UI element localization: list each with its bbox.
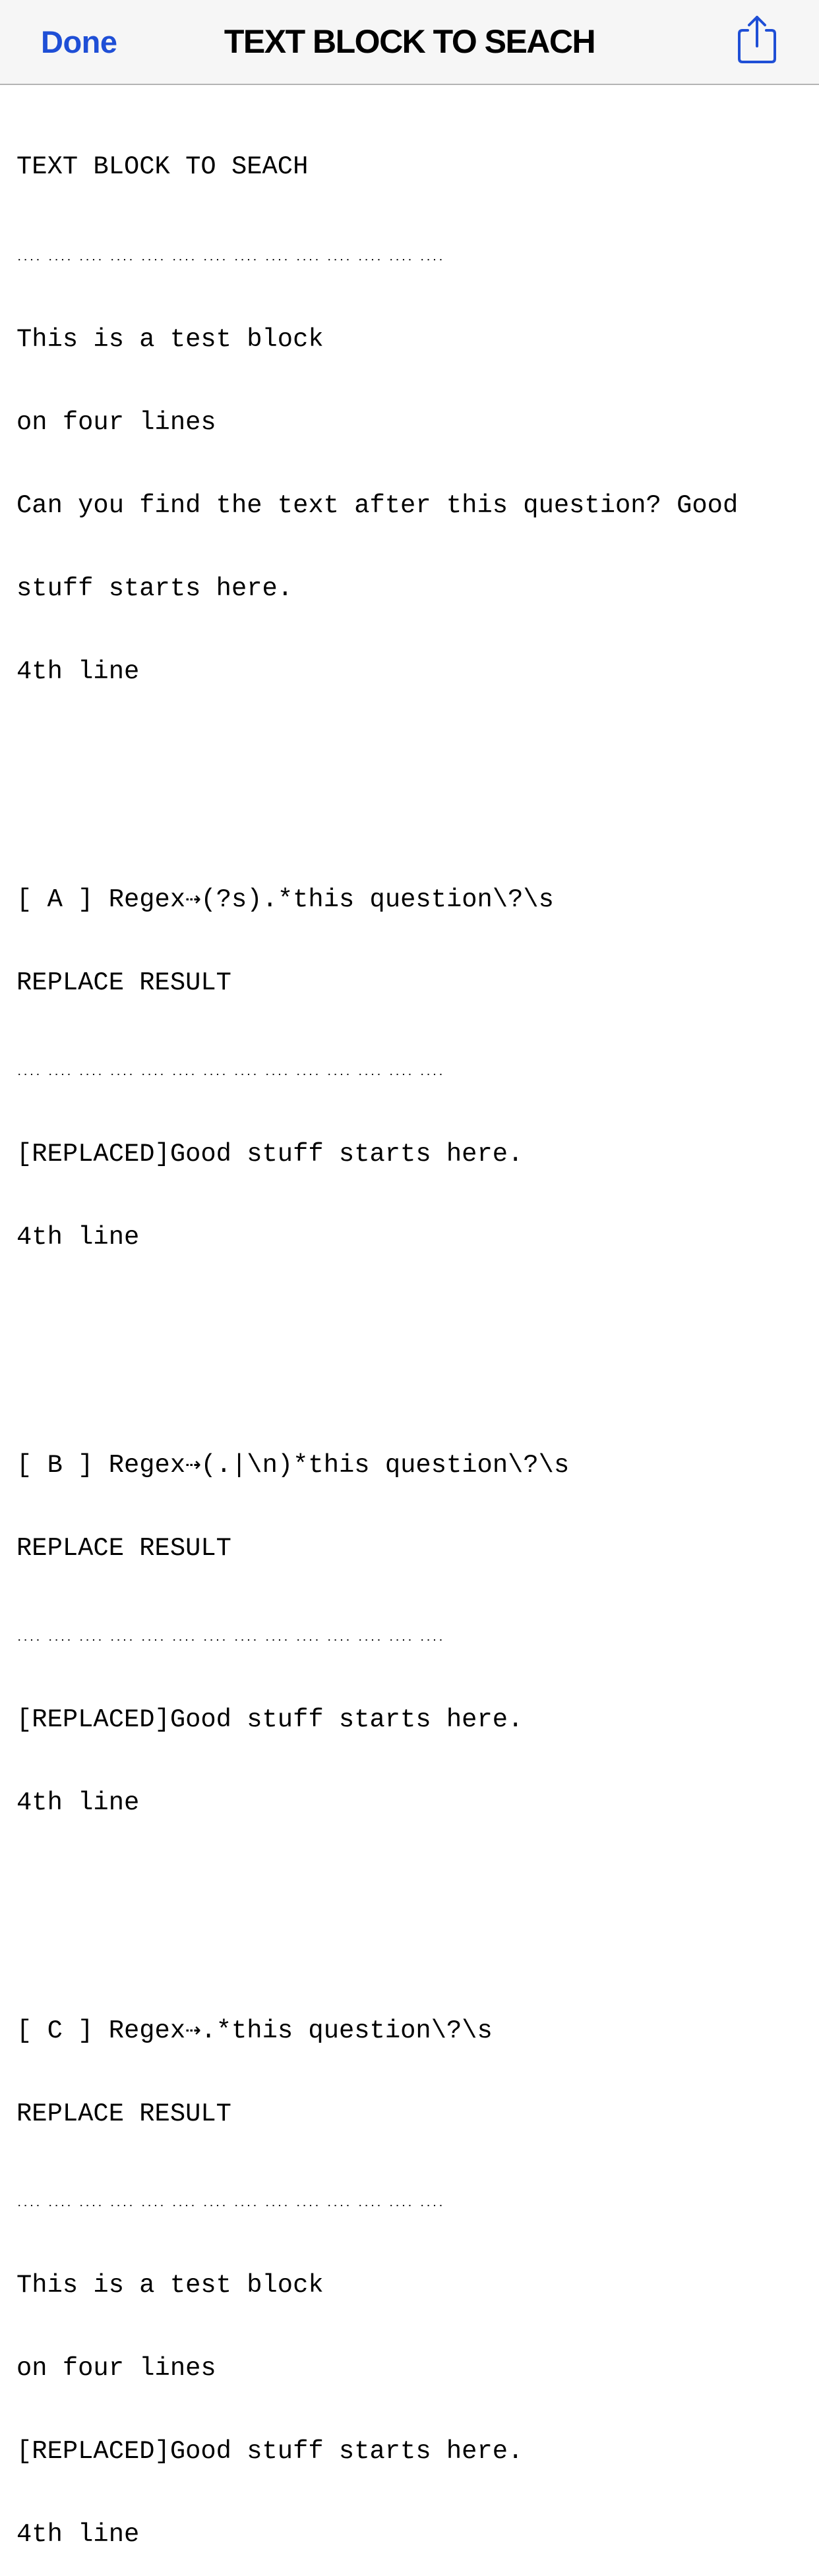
document-heading: TEXT BLOCK TO SEACH <box>16 152 309 181</box>
result-label: REPLACE RESULT <box>16 2099 231 2128</box>
source-line: stuff starts here. <box>16 574 293 603</box>
regex-line-b: [ B ] Regex⇢(.|\n)*this question\?\s <box>16 1451 570 1480</box>
divider: .... .... .... .... .... .... .... .... .... .... .... .... .... .... <box>16 1633 444 1644</box>
share-icon <box>733 13 781 66</box>
result-label: REPLACE RESULT <box>16 968 231 997</box>
divider: .... .... .... .... .... .... .... .... .... .... .... .... .... .... <box>16 1068 444 1078</box>
result-line: [REPLACED]Good stuff starts here. <box>16 1140 524 1169</box>
result-label: REPLACE RESULT <box>16 1534 231 1563</box>
source-line: on four lines <box>16 408 216 437</box>
result-line: on four lines <box>16 2354 216 2383</box>
page-title: TEXT BLOCK TO SEACH <box>224 23 595 60</box>
navigation-bar <box>0 0 819 85</box>
regex-line-a: [ A ] Regex⇢(?s).*this question\?\s <box>16 885 554 914</box>
done-button[interactable]: Done <box>41 24 117 59</box>
divider: .... .... .... .... .... .... .... .... .... .... .... .... .... .... <box>16 2199 444 2210</box>
source-line: Can you find the text after this question? Good <box>16 491 739 520</box>
result-line: 4th line <box>16 2520 140 2549</box>
result-line: This is a test block <box>16 2271 324 2300</box>
result-line: 4th line <box>16 1788 140 1817</box>
source-line: This is a test block <box>16 325 324 354</box>
result-line: [REPLACED]Good stuff starts here. <box>16 1705 524 1734</box>
result-line: 4th line <box>16 1223 140 1252</box>
result-line: [REPLACED]Good stuff starts here. <box>16 2437 524 2466</box>
text-document[interactable] <box>16 98 819 2576</box>
divider: .... .... .... .... .... .... .... .... .... .... .... .... .... .... <box>16 253 444 264</box>
share-button[interactable] <box>733 13 781 66</box>
source-line: 4th line <box>16 657 140 686</box>
regex-line-c: [ C ] Regex⇢.*this question\?\s <box>16 2016 493 2045</box>
